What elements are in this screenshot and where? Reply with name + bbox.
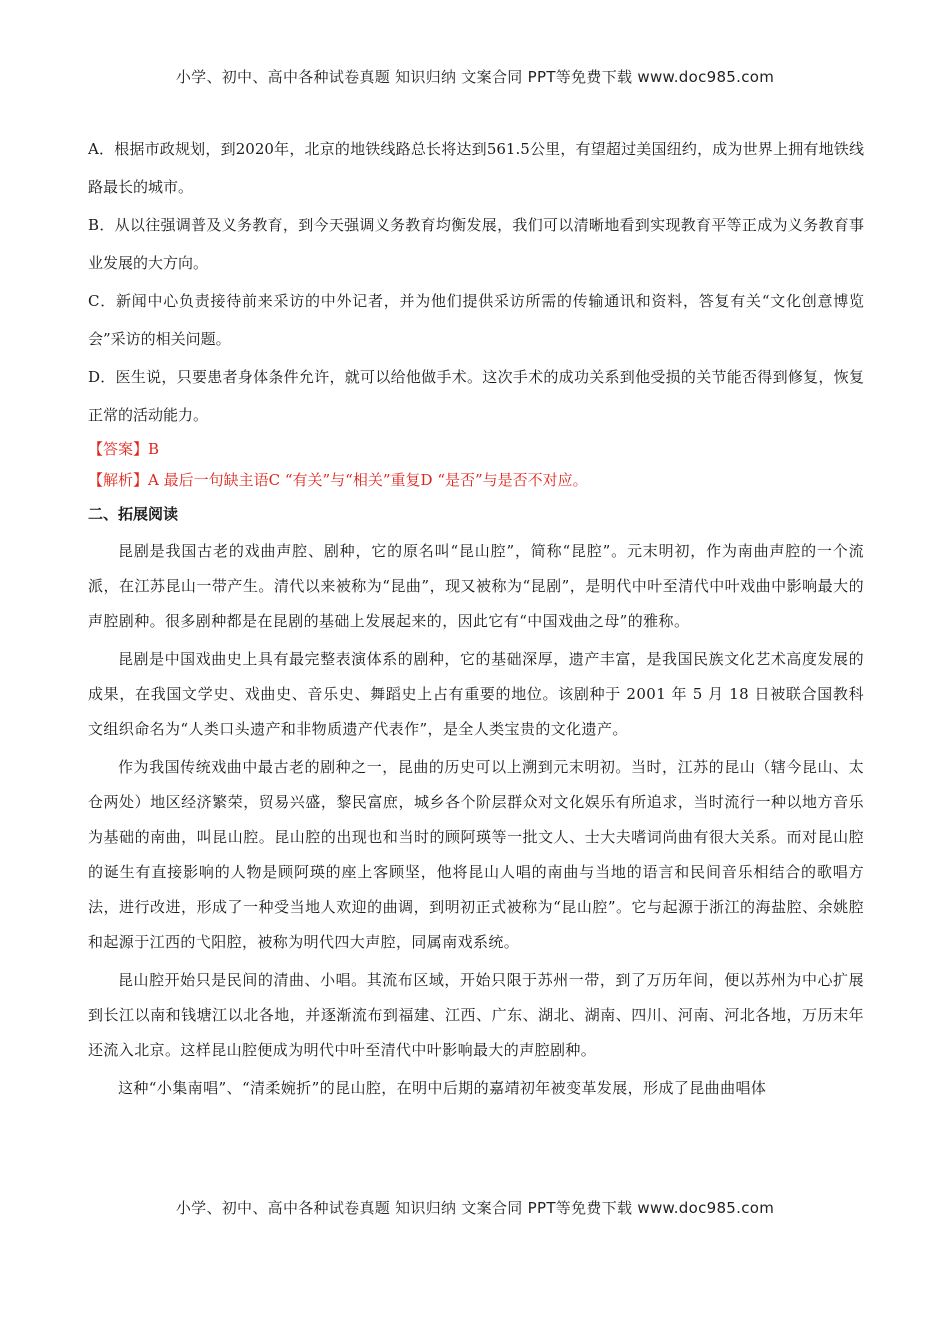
paragraph: 作为我国传统戏曲中最古老的剧种之一，昆曲的历史可以上溯到元末明初。当时，江苏的昆山（辖今昆山、太仓两处）地区经济繁荣，贸易兴盛，黎民富庶，城乡各个阶层群众对文化娱乐有所追求，当时流行一种以地方音乐为基础的南曲，叫昆山腔。昆山腔的出现也和当时的顾阿瑛等一批文人、士大夫嗜词尚曲有很大关系。而对昆山腔的诞生有直接影响的人物是顾阿瑛的座上客顾坚，他将昆山人唱的南曲与当地的语言和民间音乐相结合的歌唱方法，进行改进，形成了一种受当地人欢迎的曲调，到明初正式被称为“昆山腔”。它与起源于浙江的海盐腔、余姚腔和起源于江西的弋阳腔，被称为明代四大声腔，同属南戏系统。: [88, 758, 864, 951]
option-c: C．新闻中心负责接待前来采访的中外记者，并为他们提供采访所需的传输通讯和资料，答复有关“文化创意博览会”采访的相关问题。: [88, 292, 864, 348]
page-footer: 小学、初中、高中各种试卷真题 知识归纳 文案合同 PPT等免费下载 www.doc985.com: [175, 1199, 775, 1217]
paragraph: 昆剧是我国古老的戏曲声腔、剧种，它的原名叫“昆山腔”，简称“昆腔”。元末明初，作为南曲声腔的一个流派，在江苏昆山一带产生。清代以来被称为“昆曲”，现又被称为“昆剧”，是明代中叶至清代中叶戏曲中影响最大的声腔剧种。很多剧种都是在昆剧的基础上发展起来的，因此它有“中国戏曲之母”的雅称。: [88, 542, 864, 630]
option-a: A．根据市政规划，到2020年，北京的地铁线路总长将达到561.5公里，有望超过美国纽约，成为世界上拥有地铁线路最长的城市。: [88, 140, 864, 196]
paragraph: 昆山腔开始只是民间的清曲、小唱。其流布区域，开始只限于苏州一带，到了万历年间，便以苏州为中心扩展到长江以南和钱塘江以北各地，并逐渐流布到福建、江西、广东、湖北、湖南、四川、河南、河北各地，万历末年还流入北京。这样昆山腔便成为明代中叶至清代中叶影响最大的声腔剧种。: [88, 971, 864, 1059]
option-d: D．医生说，只要患者身体条件允许，就可以给他做手术。这次手术的成功关系到他受损的关节能否得到修复，恢复正常的活动能力。: [88, 368, 864, 424]
page-header: 小学、初中、高中各种试卷真题 知识归纳 文案合同 PPT等免费下载 www.doc985.com: [175, 68, 775, 86]
document-body: [88, 130, 864, 1109]
paragraph: 这种“小集南唱”、“清柔婉折”的昆山腔，在明中后期的嘉靖初年被变革发展，形成了昆曲曲唱体: [118, 1079, 767, 1097]
answer-line: 【答案】B: [88, 440, 160, 458]
analysis-line: 【解析】A 最后一句缺主语C “有关”与“相关”重复D “是否”与是否不对应。: [88, 471, 588, 489]
paragraph: 昆剧是中国戏曲史上具有最完整表演体系的剧种，它的基础深厚，遗产丰富，是我国民族文化艺术高度发展的成果，在我国文学史、戏曲史、音乐史、舞蹈史上占有重要的地位。该剧种于 2001 年 5 月 18 日被联合国教科文组织命名为“人类口头遗产和非物质遗产代表作”，是全人类宝贵的文化遗产。: [88, 650, 864, 738]
section-title: 二、拓展阅读: [88, 505, 179, 523]
option-b: B．从以往强调普及义务教育，到今天强调义务教育均衡发展，我们可以清晰地看到实现教育平等正成为义务教育事业发展的大方向。: [88, 216, 864, 272]
